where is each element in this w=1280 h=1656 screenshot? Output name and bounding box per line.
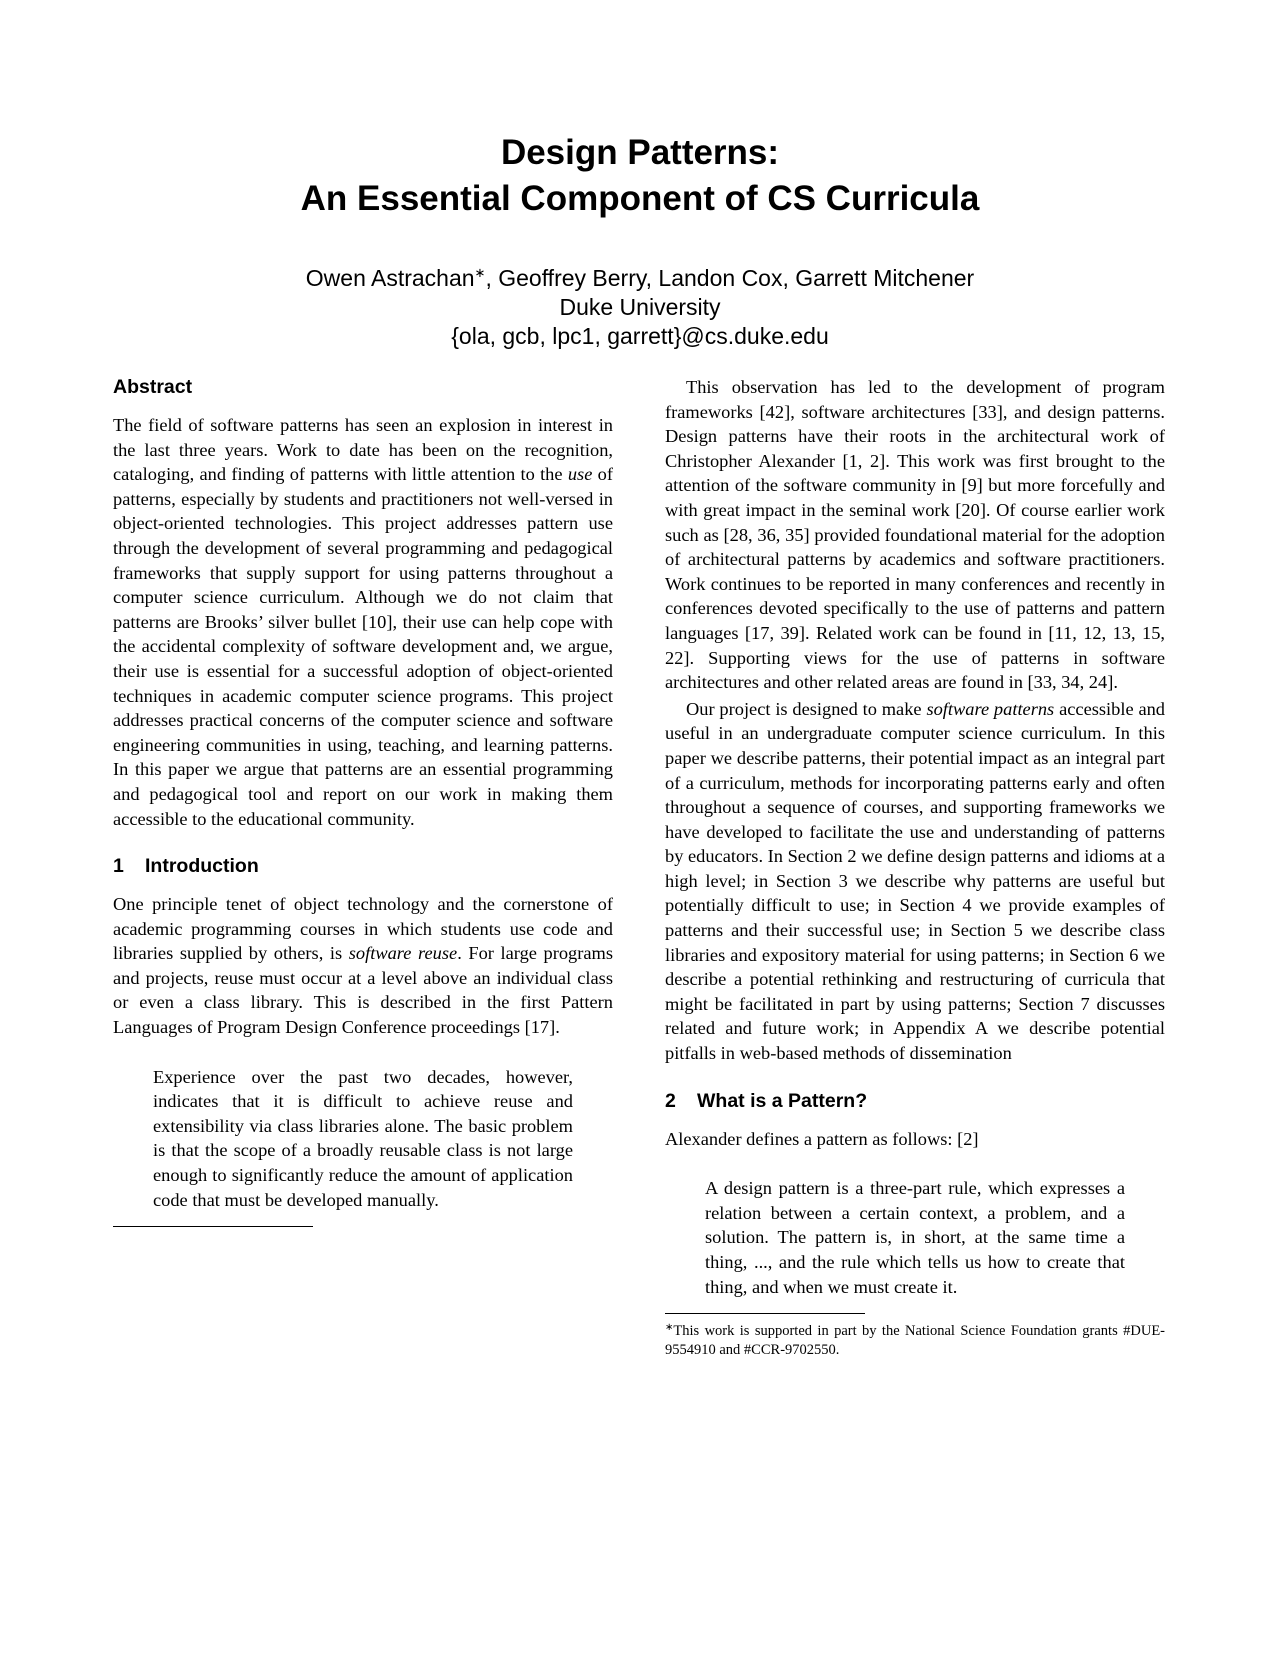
section-number: 1 [113, 855, 124, 878]
left-column [113, 375, 613, 1227]
abstract-emphasis: use [567, 464, 593, 485]
right-emphasis: software patterns [926, 698, 1055, 719]
footnote-marker: ∗ [665, 1322, 674, 1334]
section-number: 2 [665, 1089, 676, 1112]
section-2-paragraph: Alexander defines a pattern as follows: [2] [665, 1128, 979, 1149]
author-block [0, 258, 1280, 351]
footnote: ∗This work is supported in part by the National Science Foundation grants #DUE-9554910 and #CCR-9702550. [665, 1322, 1165, 1359]
right-column [665, 375, 1165, 1360]
section-2-heading: 2 What is a Pattern? [665, 1089, 868, 1112]
introduction-emphasis: software reuse [348, 943, 458, 964]
title-line-2: An Essential Component of CS Curricula [300, 179, 980, 218]
affiliation: Duke University [559, 294, 721, 320]
left-column-rule [113, 1226, 313, 1227]
introduction-quote: Experience over the past two decades, however, indicates that it is difficult to achieve reuse and extensibility via class libraries alone. The basic problem is that the scope of a broadly reusable class is not large enough to significantly reduce the amount of application code that must be developed manually. [153, 1066, 573, 1210]
email-addresses: {ola, gcb, lpc1, garrett}@cs.duke.edu [451, 323, 829, 349]
introduction-paragraph: One principle tenet of object technology and the cornerstone of academic programming courses in which students use code and libraries supplied by others, is software reuse. For large programs and projects, reuse must occur at a level above an individual class or even a class library. This is described in the first Pattern Languages of Program Design Conference proceedings [17]. [113, 894, 613, 1038]
title-line-1: Design Patterns: [500, 133, 780, 172]
footnote-rule [665, 1313, 865, 1314]
introduction-heading: 1 Introduction [113, 855, 259, 878]
first-author: Owen Astrachan [305, 265, 475, 291]
other-authors: , Geoffrey Berry, Landon Cox, Garrett Mitchener [485, 265, 975, 291]
author-footnote-marker: ∗ [474, 265, 486, 280]
abstract-heading: Abstract [113, 376, 193, 398]
abstract-text: The field of software patterns has seen an explosion in interest in the last three years. Work to date has been on the recognition, cataloging, and finding of patterns with little attention to the use of patterns, especially by students and practitioners not well-versed in object-oriented technologies. This project addresses pattern use through the development of several programming and pedagogical frameworks that supply support for using patterns throughout a computer science curriculum. Although we do not claim that patterns are Brooks’ silver bullet [10], their use can help cope with the accidental complexity of software development and, we argue, their use is essential for a successful adoption of object-oriented techniques in academic computer science programs. This project addresses practical concerns of the computer science and software engineering communities in using, teaching, and learning patterns. In this paper we argue that patterns are an essential programming and pedagogical tool and report on our work in making them accessible to the educational community. [113, 415, 613, 829]
author-list [0, 258, 1280, 293]
pattern-definition-quote: A design pattern is a three-part rule, which expresses a relation between a certain context, a problem, and a solution. The pattern is, in short, at the same time a thing, ..., and the rule which tells us how to create that thing, and when we must create it. [705, 1178, 1125, 1297]
right-paragraph-2: Our project is designed to make software patterns accessible and useful in an undergraduate computer science curriculum. In this paper we describe patterns, their potential impact as an integral part of a curriculum, methods for incorporating patterns early and often throughout a sequence of courses, and supporting frameworks we have developed to facilitate the use and understanding of patterns by educators. In Section 2 we define design patterns and idioms at a high level; in Section 3 we describe why patterns are useful but potentially difficult to use; in Section 4 we provide examples of patterns and their successful use; in Section 5 we describe class libraries and expository material for using patterns; in Section 6 we describe a potential rethinking and restructuring of curricula that might be facilitated in part by using patterns; Section 7 discusses related and future work; in Appendix A we describe potential pitfalls in web-based methods of dissemination [665, 698, 1166, 1064]
right-paragraph-1: This observation has led to the development of program frameworks [42], software architectures [33], and design patterns. Design patterns have their roots in the architectural work of Christopher Alexander [1, 2]. This work was first brought to the attention of the software community in [9] but more forcefully and with great impact in the seminal work [20]. Of course earlier work such as [28, 36, 35] provided foundational material for the adoption of architectural patterns by academics and software practitioners. Work continues to be reported in many conferences and recently in conferences devoted specifically to the use of patterns and pattern languages [17, 39]. Related work can be found in [11, 12, 13, 15, 22]. Supporting views for the use of patterns in software architectures and other related areas are found in [33, 34, 24]. [665, 377, 1165, 693]
